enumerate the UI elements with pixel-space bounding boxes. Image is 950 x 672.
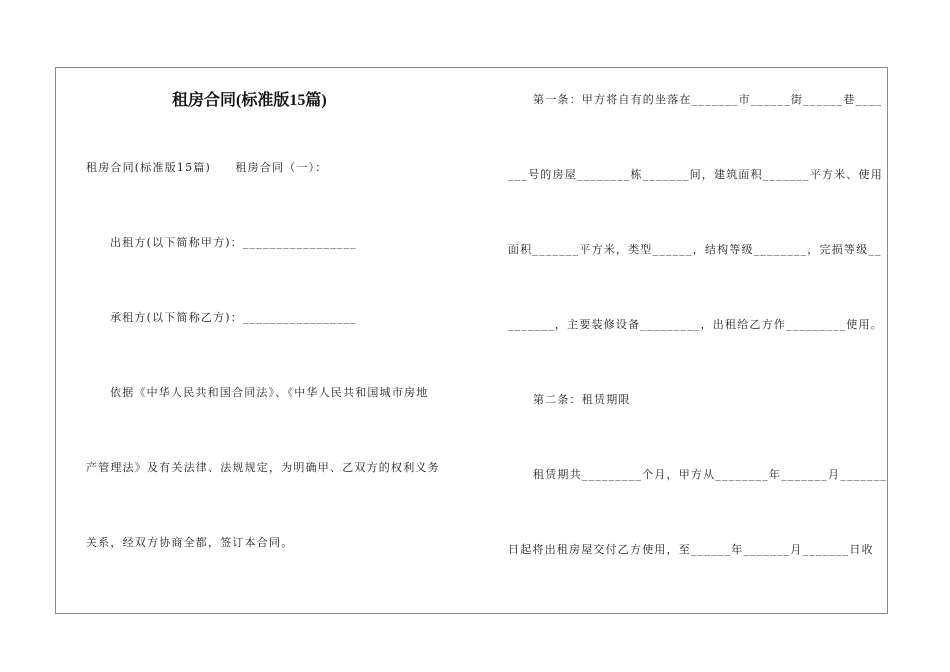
article-2-line-1: 租赁期共_________个月，甲方从________年_______月_______ bbox=[533, 468, 888, 481]
article-2-heading: 第二条：租赁期限 bbox=[533, 393, 631, 406]
article-1-line-4: _______，主要装修设备_________，出租给乙方作_________使用。 bbox=[508, 318, 883, 331]
document-page bbox=[55, 67, 888, 614]
lessor-line: 出租方(以下简称甲方)：_________________ bbox=[110, 236, 357, 249]
lessee-line: 承租方(以下简称乙方)：_________________ bbox=[110, 311, 357, 324]
article-1-line-2: ___号的房屋________栋_______间，建筑面积_______平方米、使用 bbox=[508, 168, 883, 181]
basis-paragraph-line-1: 依据《中华人民共和国合同法》、《中华人民共和国城市房地 bbox=[110, 386, 429, 399]
document-title: 租房合同(标准版15篇) bbox=[172, 92, 327, 109]
article-1-line-3: 面积_______平方米，类型______，结构等级________，完损等级__ bbox=[508, 243, 882, 256]
article-2-line-2: 日起将出租房屋交付乙方使用，至______年_______月_______日收 bbox=[508, 543, 874, 556]
basis-paragraph-line-2: 产管理法》及有关法律、法规规定，为明确甲、乙双方的权利义务 bbox=[86, 461, 440, 474]
article-1-line-1: 第一条：甲方将自有的坐落在_______市______街______巷____ bbox=[533, 93, 883, 106]
intro-heading-line: 租房合同(标准版15篇) 租房合同（一）： bbox=[86, 161, 328, 174]
basis-paragraph-line-3: 关系，经双方协商全都，签订本合同。 bbox=[86, 536, 294, 549]
